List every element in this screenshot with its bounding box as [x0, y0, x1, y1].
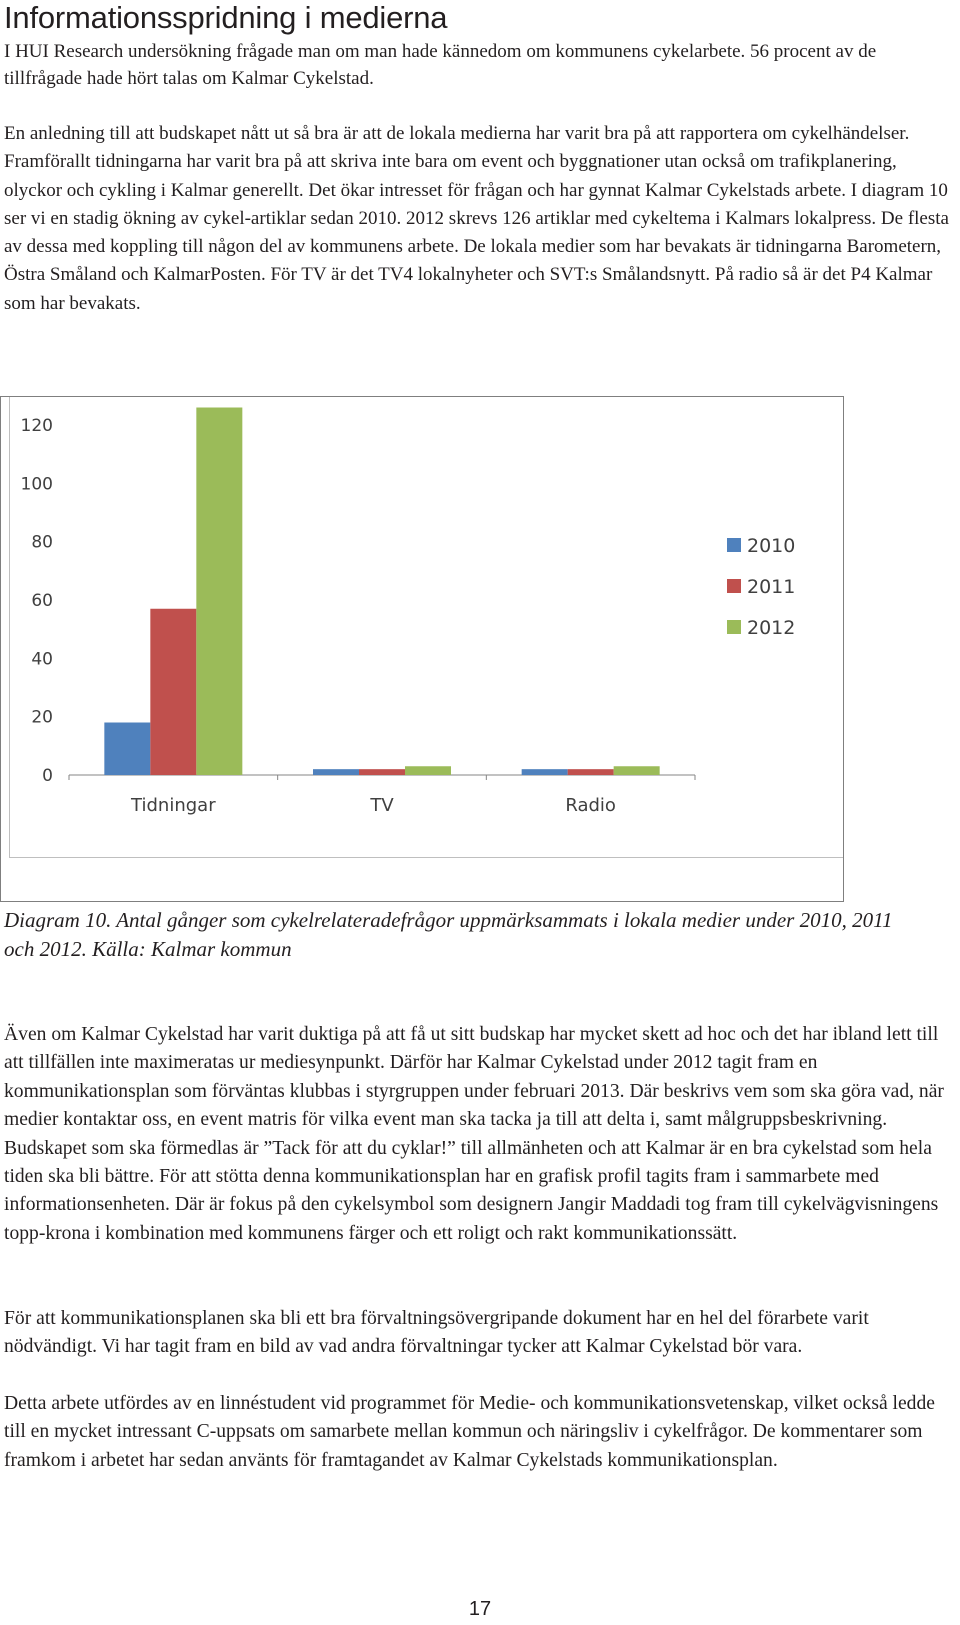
y-tick-label: 40: [31, 649, 53, 670]
page-heading: Informationsspridning i medierna: [4, 0, 448, 35]
bar-2012-tidningar: [196, 408, 242, 776]
y-tick-label: 0: [42, 766, 53, 786]
bar-2012-tv: [405, 766, 451, 775]
legend-label: 2012: [747, 617, 796, 639]
cross-department-paragraph: För att kommunikationsplanen ska bli ett bra förvaltningsövergripande dokument har en hel del förarbete varit nödvändigt. Vi har tagit fram en bild av vad andra förvaltningar tycker att Kalmar Cykelstad bör vara.: [4, 1308, 869, 1358]
y-tick-label: 60: [31, 591, 53, 611]
bar-2012-radio: [614, 766, 660, 775]
media-paragraph: En anledning till att budskapet nått ut så bra är att de lokala medierna har varit bra på att rapportera om cykelhändelser. Framförallt tidningarna har varit bra på att skriva inte bara om event och byggnationer utan också om trafikplanering, olyckor och cykling i Kalmar generellt. Det ökar intresset för frågan och har gynnat Kalmar Cykelstads arbete. I diagram 10 ser vi en stadig ökning av cykel-artiklar sedan 2010. 2012 skrevs 126 artiklar med cykeltema i Kalmars lokalpress. De flesta av dessa med koppling till någon del av kommunens arbete. De lokala medier som har bevakats är tidningarna Barometern, Östra Småland och KalmarPosten. För TV är det TV4 lokalnyheter och SVT:s Smålandsnytt. På radio så är det P4 Kalmar som har bevakats.: [4, 123, 949, 314]
page-number: 17: [468, 1598, 492, 1620]
x-tick-label: Tidningar: [131, 795, 216, 816]
y-tick-label: 20: [31, 707, 53, 728]
bar-2010-tv: [313, 769, 359, 775]
y-tick-label: 100: [20, 474, 53, 495]
bar-2011-tv: [359, 769, 405, 775]
legend-swatch-2011: [727, 579, 741, 593]
x-tick-label: Radio: [565, 795, 616, 816]
communication-plan-paragraph: Även om Kalmar Cykelstad har varit duktiga på att få ut sitt budskap har mycket skett ad hoc och det har ibland lett till att tillfällen inte maximeratas ur mediesynpunkt. Därför har Kalmar Cykelstad under 2012 tagit fram en kommunikationsplan som förväntas klubbas i styrgruppen under februari 2013. Där beskrivs vem som ska göra vad, när medier kontaktar oss, en event matris för vilka event man ska tacka ja till att delta i, samt målgruppsbeskrivning. Budskapet som ska förmedlas är ”Tack för att du cyklar!” till allmänheten och att Kalmar är en bra cykelstad som hela tiden ska bli bättre. För att stötta denna kommunikationsplan har en grafisk profil tagits fram i sammarbete med informationsenheten. Där är fokus på den cykelsymbol som designern Jangir Maddadi tog fram till cykelvägvisningens topp-krona i kombination med kommunens färger och ett roligt och rakt kommunikationssätt.: [4, 1024, 944, 1244]
bar-chart: [1, 397, 843, 901]
y-tick-label: 120: [20, 416, 53, 436]
intro-paragraph: I HUI Research undersökning frågade man om man hade kännedom om kommunens cykelarbete. 56 procent av de tillfrågade hade hört talas om Kalmar Cykelstad.: [4, 41, 877, 89]
bar-2011-radio: [568, 769, 614, 775]
legend-swatch-2010: [727, 538, 741, 552]
legend-label: 2011: [747, 576, 796, 598]
bar-2010-tidningar: [104, 723, 150, 776]
student-work-paragraph: Detta arbete utfördes av en linnéstudent vid programmet för Medie- och kommunikationsvetenskap, vilket också ledde till en mycket intressant C-uppsats om samarbete mellan kommun och näringsliv i cykelfrågor. De kommentarer som framkom i arbetet har sedan använts för framtagandet av Kalmar Cykelstads kommunikationsplan.: [4, 1393, 935, 1471]
bar-2011-tidningar: [150, 609, 196, 775]
y-tick-label: 80: [31, 532, 53, 553]
chart-frame: [0, 396, 844, 902]
legend-label: 2010: [747, 535, 796, 557]
legend-swatch-2012: [727, 620, 741, 634]
x-tick-label: TV: [370, 795, 394, 816]
bar-2010-radio: [522, 769, 568, 775]
chart-caption: Diagram 10. Antal gånger som cykelrelateradefrågor uppmärksammats i lokala medier under 2010, 2011 och 2012. Källa: Kalmar kommun: [4, 908, 893, 961]
